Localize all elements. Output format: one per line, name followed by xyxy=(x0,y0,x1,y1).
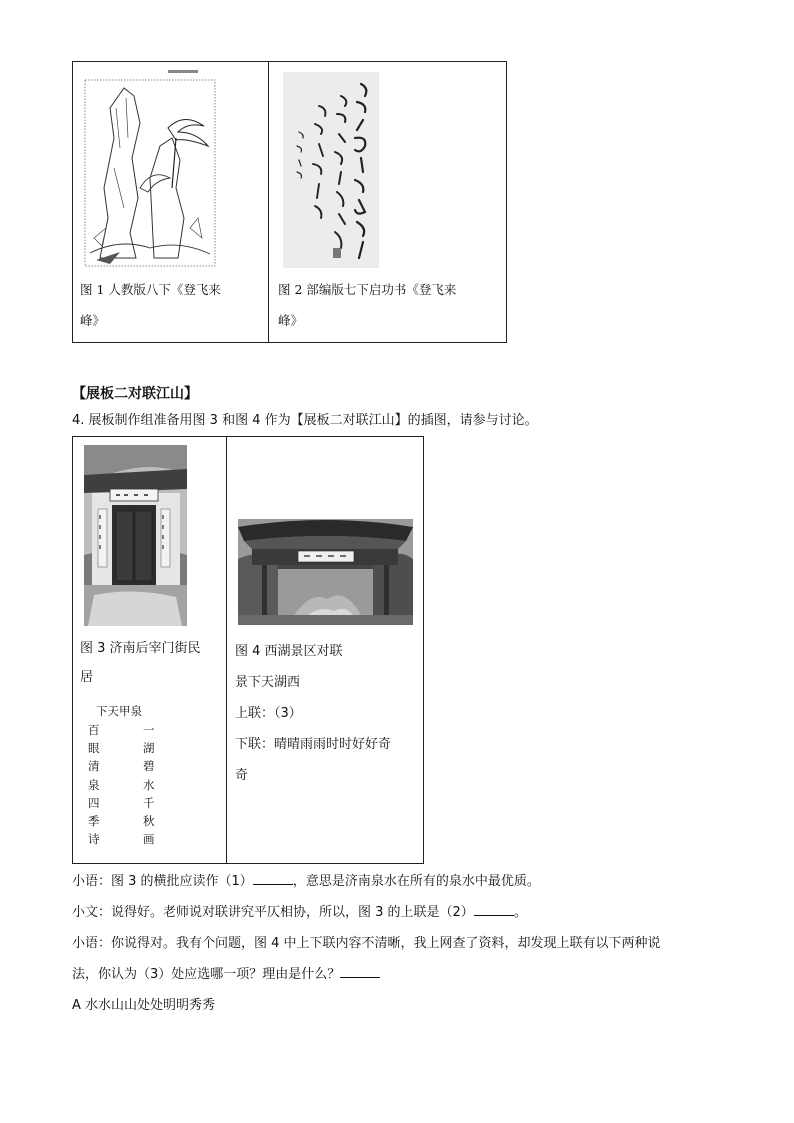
fig3-caption-line1: 图 3 济南后宰门街民 xyxy=(80,641,201,656)
fig4-lower-couplet-line1: 下联：晴晴雨雨时时好好奇 xyxy=(235,737,392,752)
dialogue-line-1: 小语：图 3 的横批应读作（1） ，意思是济南泉水在所有的泉水中最优质。 xyxy=(72,874,540,889)
answer-blank-1 xyxy=(253,872,293,885)
fig3-left-char: 清 xyxy=(88,759,100,774)
fig3-right-char: 湖 xyxy=(143,741,155,756)
fig3-left-char: 百 xyxy=(88,723,100,737)
fig1-caption-line2: 峰》 xyxy=(80,313,106,328)
dialogue-line-3: 小语：你说得对。我有个问题，图 4 中上下联内容不清晰，我上网查了资料，却发现上联有以下两种说 xyxy=(72,936,661,951)
fig3-left-char: 四 xyxy=(88,795,100,810)
fig3-left-char: 诗 xyxy=(88,832,100,847)
fig3-upper-couplet-column xyxy=(88,721,102,848)
fig4-upper-couplet: 上联：（3） xyxy=(235,706,302,721)
fig3-residence-photo xyxy=(84,445,187,626)
fig3-left-char: 泉 xyxy=(88,777,100,792)
question-intro: 4. 展板制作组准备用图 3 和图 4 作为【展板二对联江山】的插图，请参与讨论。 xyxy=(72,413,538,428)
top-table-divider xyxy=(268,61,269,343)
fig4-hengpi: 景下天湖西 xyxy=(235,675,301,690)
answer-blank-3 xyxy=(340,965,380,978)
fig1-caption-line1: 图 1 人教版八下《登飞来 xyxy=(80,282,221,297)
fig4-caption: 图 4 西湖景区对联 xyxy=(235,644,343,659)
fig3-right-char: 千 xyxy=(143,795,155,810)
dialogue-line-2: 小文：说得好。老师说对联讲究平仄相协，所以，图 3 的上联是（2） 。 xyxy=(72,905,527,920)
fig3-hengpi: 下天甲泉 xyxy=(96,704,142,718)
fig3-right-char: 碧 xyxy=(143,759,155,774)
fig34-table-divider xyxy=(226,436,227,864)
option-a: A 水水山山处处明明秀秀 xyxy=(72,998,216,1013)
fig3-caption-line2: 居 xyxy=(80,670,94,685)
fig4-pavilion-photo xyxy=(238,519,413,625)
section-heading: 【展板二对联江山】 xyxy=(72,386,198,402)
fig2-caption-line1: 图 2 部编版七下启功书《登飞来 xyxy=(278,282,457,297)
fig1-mountain-drawing xyxy=(80,68,220,268)
fig3-left-char: 季 xyxy=(88,814,100,829)
fig3-lower-couplet-column xyxy=(143,721,157,848)
fig3-right-char: 水 xyxy=(143,777,155,792)
fig4-lower-couplet-line2: 奇 xyxy=(235,768,249,783)
fig2-calligraphy-image xyxy=(283,72,379,268)
fig2-caption-line2: 峰》 xyxy=(278,313,304,328)
fig3-right-char: 画 xyxy=(143,832,155,847)
dialogue-line-4: 法，你认为（3）处应选哪一项？理由是什么？ xyxy=(72,965,380,985)
fig3-left-char: 眼 xyxy=(88,741,100,756)
fig3-right-char: 秋 xyxy=(143,814,155,829)
fig3-right-char: 一 xyxy=(143,723,155,737)
answer-blank-2 xyxy=(474,903,514,916)
